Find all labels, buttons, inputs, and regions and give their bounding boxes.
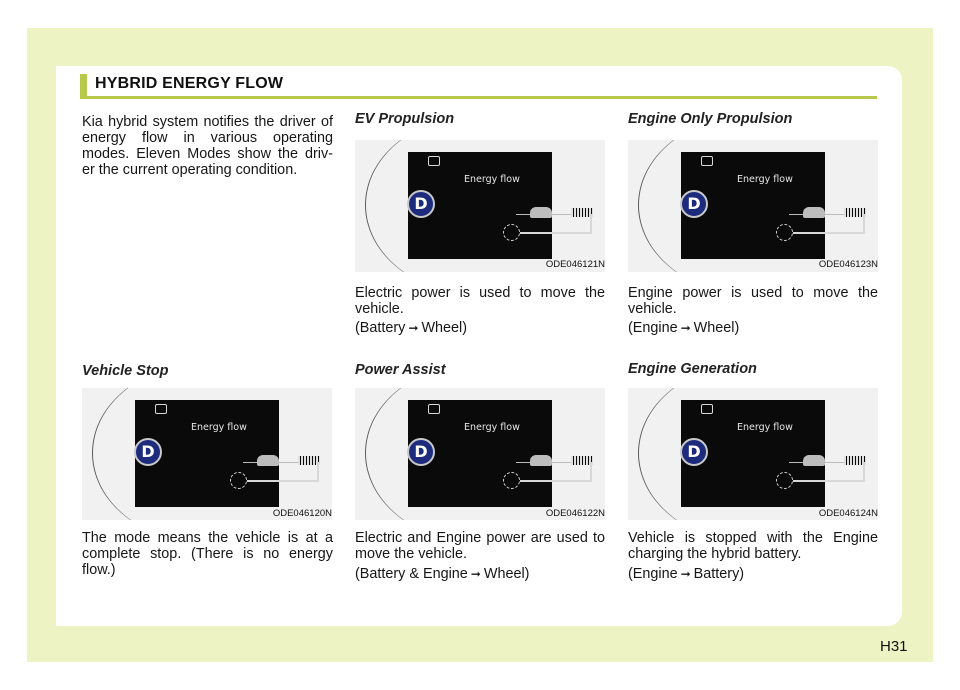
mode-heading-power-assist: Power Assist	[355, 362, 446, 378]
eco-icon	[428, 156, 440, 166]
flow-source: (Battery & Engine	[355, 566, 468, 582]
mode-heading-vehicle-stop: Vehicle Stop	[82, 363, 169, 379]
intro-paragraph: Kia hybrid system notifies the driver of energy flow in various operating modes. Eleven Modes show the driv- er the current operating condition.	[82, 114, 333, 178]
mode-description: The mode means the vehicle is at a complete stop. (There is no energy flow.)	[82, 530, 333, 578]
section-title: HYBRID ENERGY FLOW	[95, 75, 284, 92]
flow-line	[863, 214, 865, 234]
energy-path	[628, 320, 739, 336]
energy-flow-label: Energy flow	[191, 422, 247, 433]
flow-line	[247, 480, 319, 482]
car-icon	[257, 455, 279, 466]
eco-icon	[428, 404, 440, 414]
mode-heading-engine-only: Engine Only Propulsion	[628, 111, 793, 127]
figure-caption: ODE046120N	[272, 508, 332, 519]
figure-ev-propulsion	[355, 140, 605, 272]
car-icon	[530, 455, 552, 466]
mode-heading-engine-generation: Engine Generation	[628, 361, 757, 377]
engine-icon	[230, 472, 247, 489]
flow-line	[793, 232, 865, 234]
flow-line	[863, 462, 865, 482]
drive-mode-badge: D	[680, 190, 708, 218]
arrow-right-icon: ➞	[470, 567, 481, 581]
drive-mode-badge: D	[407, 190, 435, 218]
mode-description: Vehicle is stopped with the Engine charging the hybrid battery.	[628, 530, 878, 562]
drive-mode-badge: D	[407, 438, 435, 466]
flow-source: (Engine	[628, 320, 678, 336]
section-divider	[80, 96, 877, 99]
car-icon	[803, 455, 825, 466]
car-icon	[803, 207, 825, 218]
flow-line	[520, 232, 592, 234]
drive-mode-badge: D	[680, 438, 708, 466]
engine-icon	[503, 472, 520, 489]
energy-path	[628, 566, 744, 582]
arrow-right-icon: ➞	[680, 567, 691, 581]
page-number: H31	[880, 638, 908, 655]
energy-flow-label: Energy flow	[737, 422, 793, 433]
flow-target: Wheel)	[693, 320, 740, 336]
mode-heading-ev-propulsion: EV Propulsion	[355, 111, 455, 127]
flow-source: (Engine	[628, 566, 678, 582]
figure-caption: ODE046123N	[818, 259, 878, 270]
figure-caption: ODE046122N	[545, 508, 605, 519]
eco-icon	[701, 404, 713, 414]
figure-vehicle-stop	[82, 388, 332, 520]
car-icon	[530, 207, 552, 218]
energy-path	[355, 320, 467, 336]
flow-line	[317, 462, 319, 482]
engine-icon	[776, 472, 793, 489]
arrow-right-icon: ➞	[408, 321, 419, 335]
flow-target: Battery)	[693, 566, 745, 582]
section-marker	[80, 74, 87, 96]
eco-icon	[155, 404, 167, 414]
flow-target: Wheel)	[421, 320, 468, 336]
arrow-right-icon: ➞	[680, 321, 691, 335]
flow-line	[590, 462, 592, 482]
figure-engine-generation	[628, 388, 878, 520]
energy-flow-label: Energy flow	[737, 174, 793, 185]
flow-line	[793, 480, 865, 482]
mode-description: Electric power is used to move the vehicle.	[355, 285, 605, 317]
energy-path	[355, 566, 529, 582]
mode-description: Engine power is used to move the vehicle.	[628, 285, 878, 317]
engine-icon	[503, 224, 520, 241]
flow-line	[520, 480, 592, 482]
flow-source: (Battery	[355, 320, 406, 336]
flow-line	[590, 214, 592, 234]
drive-mode-badge: D	[134, 438, 162, 466]
figure-engine-only	[628, 140, 878, 272]
figure-power-assist	[355, 388, 605, 520]
mode-description: Electric and Engine power are used to move the vehicle.	[355, 530, 605, 562]
eco-icon	[701, 156, 713, 166]
engine-icon	[776, 224, 793, 241]
energy-flow-label: Energy flow	[464, 174, 520, 185]
figure-caption: ODE046124N	[818, 508, 878, 519]
energy-flow-label: Energy flow	[464, 422, 520, 433]
figure-caption: ODE046121N	[545, 259, 605, 270]
flow-target: Wheel)	[483, 566, 530, 582]
